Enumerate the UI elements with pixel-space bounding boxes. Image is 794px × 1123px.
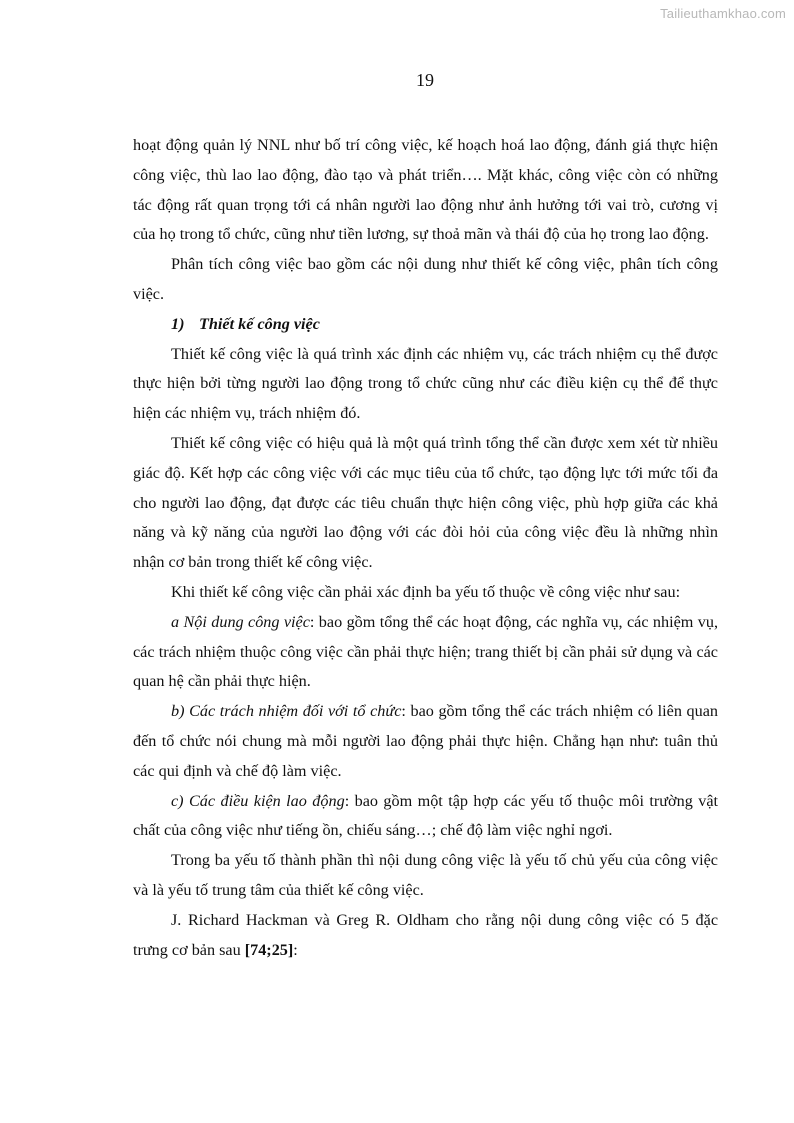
citation: [74;25] bbox=[244, 940, 294, 959]
factor-job-content bbox=[133, 608, 718, 697]
page-number: 19 bbox=[416, 70, 434, 90]
factor-description: : bao gồm một tập hợp các yếu tố thuộc môi trường vật chất của công việc như tiếng ồn, chiếu sáng…; chế độ làm việc nghỉ ngơi. bbox=[133, 791, 719, 840]
factor-term: a Nội dung công việc bbox=[171, 612, 310, 631]
paragraph-hackman-oldham bbox=[133, 906, 718, 966]
watermark: Tailieuthamkhao.com bbox=[660, 6, 786, 21]
factor-term: c) Các điều kiện lao động bbox=[171, 791, 345, 810]
paragraph-continuation: hoạt động quản lý NNL như bố trí công việc, kế hoạch hoá lao động, đánh giá thực hiện công việc, thù lao lao động, đào tạo và phát triển…. Mặt khác, công việc còn có những tác động rất quan trọng tới cá nhân người lao động như ảnh hưởng tới vai trò, cương vị của họ trong tổ chức, cũng như tiền lương, sự thoả mãn và thái độ của họ trong lao động. bbox=[133, 136, 718, 244]
paragraph-closing: Trong ba yếu tố thành phần thì nội dung công việc là yếu tố chủ yếu của công việc và là yếu tố trung tâm của thiết kế công việc. bbox=[133, 851, 718, 899]
section-title: Thiết kế công việc bbox=[199, 314, 320, 333]
factor-description: : bao gồm tổng thể các trách nhiệm có liên quan đến tổ chức nói chung mà mỗi người lao động phải thực hiện. Chẳng hạn như: tuân thủ các qui định và chế độ làm việc. bbox=[133, 702, 718, 780]
paragraph-analysis-scope: Phân tích công việc bao gồm các nội dung như thiết kế công việc, phân tích công việc. bbox=[133, 255, 718, 303]
paragraph-three-factors-intro: Khi thiết kế công việc cần phải xác định ba yếu tố thuộc về công việc như sau: bbox=[171, 582, 681, 601]
factor-organizational-responsibilities bbox=[133, 697, 718, 786]
section-heading bbox=[133, 310, 718, 340]
paragraph-text: J. Richard Hackman và Greg R. Oldham cho rằng nội dung công việc có 5 đặc trưng cơ bản sau bbox=[133, 910, 718, 959]
document-body bbox=[133, 131, 718, 965]
paragraph-effectiveness: Thiết kế công việc có hiệu quả là một quá trình tổng thể cần được xem xét từ nhiều giác độ. Kết hợp các công việc với các mục tiêu của tổ chức, tạo động lực tới mức tối đa cho người lao động, đạt được các tiêu chuẩn thực hiện công việc, phù hợp giữa các khả năng và kỹ năng của người lao động với các đòi hỏi của công việc đều là những nhìn nhận cơ bản trong thiết kế công việc. bbox=[133, 433, 718, 572]
paragraph-definition: Thiết kế công việc là quá trình xác định các nhiệm vụ, các trách nhiệm cụ thể được thực hiện bởi từng người lao động trong tổ chức cũng như các điều kiện cụ thể để thực hiện các nhiệm vụ, trách nhiệm đó. bbox=[133, 344, 718, 423]
section-number: 1) bbox=[171, 314, 185, 333]
factor-term: b) Các trách nhiệm đối với tổ chức bbox=[171, 702, 402, 721]
paragraph-suffix: : bbox=[293, 940, 298, 959]
factor-description: : bao gồm tổng thể các hoạt động, các nghĩa vụ, các nhiệm vụ, các trách nhiệm thuộc công việc cần phải thực hiện; trang thiết bị cần phải sử dụng và các quan hệ cần phải thực hiện. bbox=[133, 612, 718, 691]
factor-working-conditions bbox=[133, 787, 718, 847]
